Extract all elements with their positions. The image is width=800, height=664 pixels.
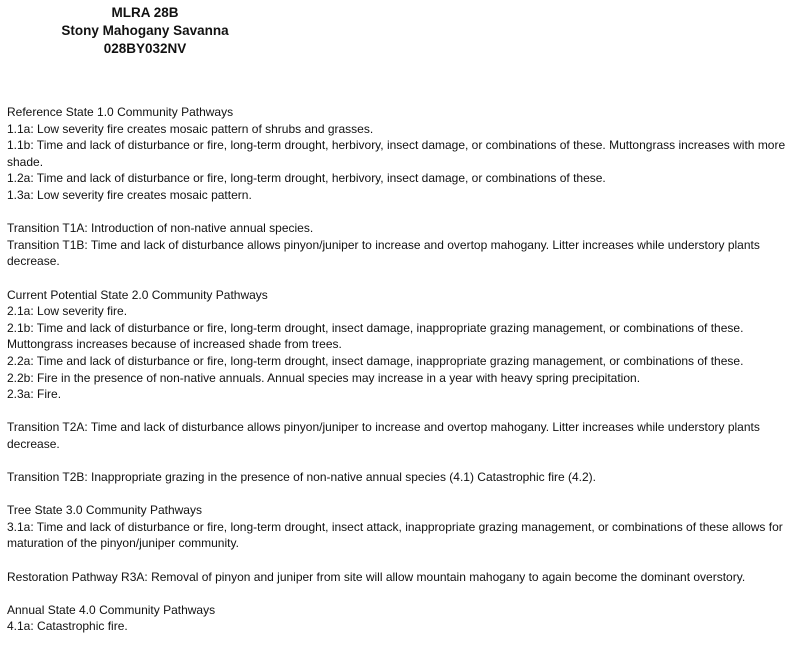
- pathway-line: 1.1b: Time and lack of disturbance or fire, long-term drought, herbivory, insect damage, or combinations of these. Muttongrass increases with more shade.: [7, 138, 786, 169]
- pathway-line: 2.3a: Fire.: [7, 387, 62, 402]
- section-restoration-pathway: [7, 569, 793, 586]
- pathway-line: 2.1b: Time and lack of disturbance or fire, long-term drought, insect damage, inappropriate grazing management, or combinations of these. Muttongrass increases because of increased shade from trees.: [7, 320, 744, 352]
- pathway-line: 1.2a: Time and lack of disturbance or fire, long-term drought, herbivory, insect damage, or combinations of these.: [7, 171, 606, 186]
- section-transition-t2b: [7, 469, 793, 486]
- pathway-line: 2.2a: Time and lack of disturbance or fire, long-term drought, insect damage, inappropriate grazing management, or combinations of these.: [7, 353, 744, 368]
- section-transition-t2a: [7, 419, 793, 452]
- section-heading: Annual State 4.0 Community Pathways: [7, 602, 216, 617]
- section-heading: Current Potential State 2.0 Community Pathways: [7, 287, 268, 302]
- section-current-potential-state: [7, 287, 793, 403]
- pathway-line: 1.3a: Low severity fire creates mosaic pattern.: [7, 187, 252, 202]
- section-tree-state: [7, 502, 793, 552]
- section-transitions-t1: [7, 220, 793, 270]
- document-header: [0, 4, 290, 58]
- pathway-line: 1.1a: Low severity fire creates mosaic pattern of shrubs and grasses.: [7, 121, 374, 136]
- pathway-line: 3.1a: Time and lack of disturbance or fire, long-term drought, insect attack, inappropriate grazing management, or combinations of these allows for maturation of the pinyon/juniper community.: [7, 519, 783, 551]
- section-reference-state: [7, 104, 793, 204]
- transition-line: Transition T1B: Time and lack of disturbance allows pinyon/juniper to increase and overtop mahogany. Litter increases while understory plants decrease.: [7, 237, 760, 269]
- pathway-line: 2.1a: Low severity fire.: [7, 304, 128, 319]
- section-heading: Tree State 3.0 Community Pathways: [7, 503, 202, 518]
- pathway-line: 4.1a: Catastrophic fire.: [7, 619, 128, 634]
- transition-line: Transition T1A: Introduction of non-native annual species.: [7, 221, 314, 236]
- document-body: [7, 104, 793, 652]
- transition-line: Transition T2B: Inappropriate grazing in the presence of non-native annual species (4.1) Catastrophic fire (4.2).: [7, 470, 596, 485]
- mlra-title: MLRA 28B: [111, 5, 179, 20]
- site-name-title: Stony Mahogany Savanna: [61, 23, 229, 38]
- section-heading: Reference State 1.0 Community Pathways: [7, 105, 234, 119]
- restoration-line: Restoration Pathway R3A: Removal of pinyon and juniper from site will allow mountain mahogany to again become the dominant overstory.: [7, 569, 746, 584]
- section-annual-state: [7, 602, 793, 635]
- site-id-title: 028BY032NV: [103, 41, 187, 56]
- pathway-line: 2.2b: Fire in the presence of non-native annuals. Annual species may increase in a year with heavy spring precipitation.: [7, 370, 641, 385]
- transition-line: Transition T2A: Time and lack of disturbance allows pinyon/juniper to increase and overtop mahogany. Litter increases while understory plants decrease.: [7, 420, 760, 451]
